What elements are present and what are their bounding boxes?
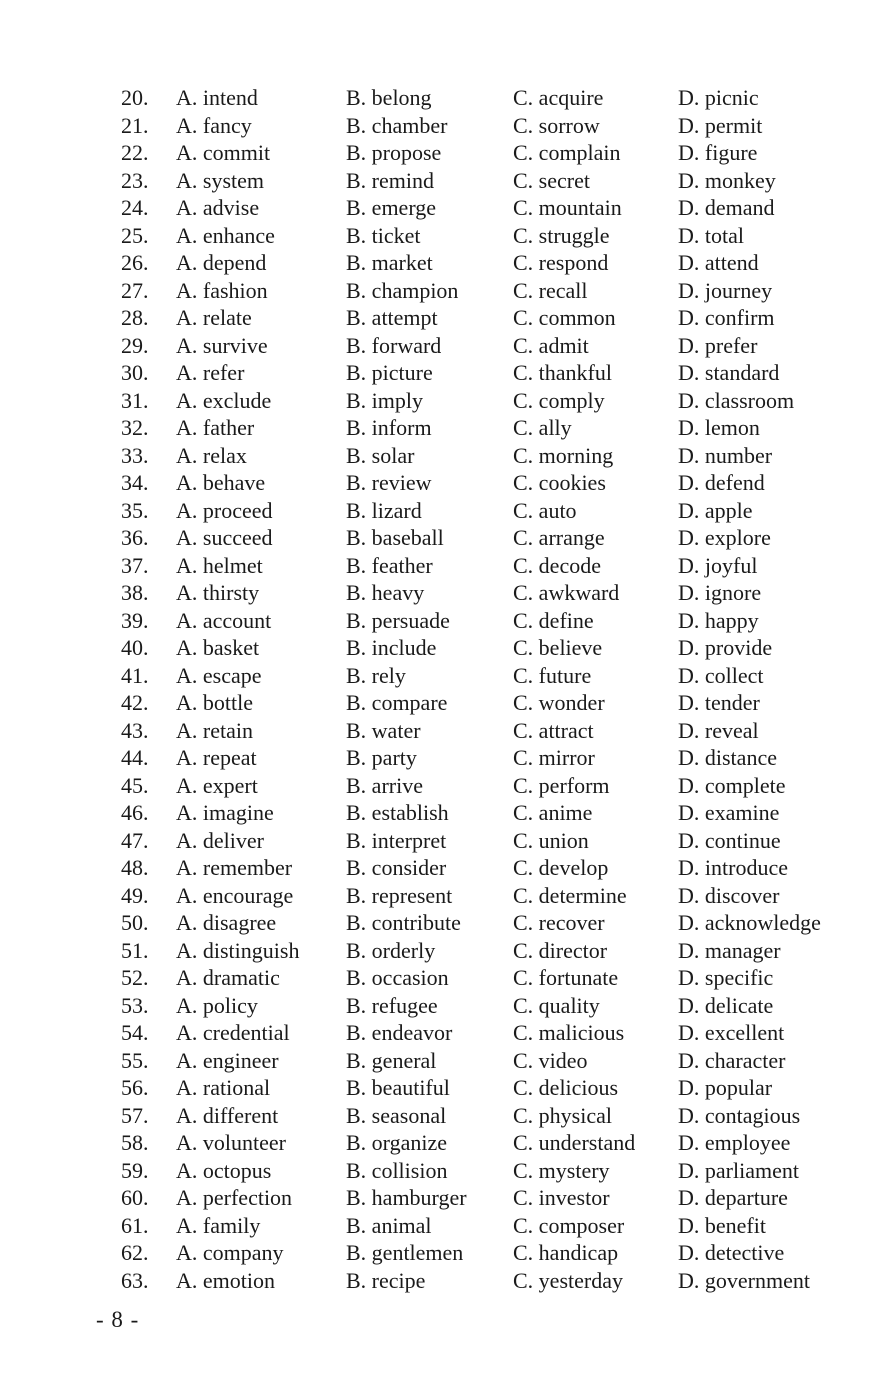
option-a: A. father: [176, 415, 255, 440]
option-b: B. gentlemen: [346, 1240, 464, 1265]
question-number: 26.: [121, 250, 149, 275]
option-d: D. lemon: [678, 415, 760, 440]
option-a: A. repeat: [176, 745, 257, 770]
option-c: C. mirror: [513, 745, 595, 770]
option-b: B. feather: [346, 552, 433, 578]
option-b: B. compare: [346, 690, 448, 715]
option-d: D. confirm: [678, 305, 775, 330]
question-row: [0, 249, 884, 277]
question-number: 27.: [121, 277, 149, 303]
option-b: B. organize: [346, 1130, 448, 1155]
option-c: C. common: [513, 305, 616, 330]
option-d: D. apple: [678, 497, 753, 523]
option-d: D. happy: [678, 607, 759, 633]
option-d: D. excellent: [678, 1020, 785, 1045]
option-a: A. distinguish: [176, 937, 300, 963]
question-row: [0, 222, 884, 250]
option-c: C. cookies: [513, 470, 606, 495]
option-d: D. distance: [678, 745, 777, 770]
question-row: [0, 827, 884, 855]
option-d: D. total: [678, 222, 744, 248]
question-row: [0, 1074, 884, 1102]
option-c: C. arrange: [513, 525, 605, 550]
question-number: 25.: [121, 222, 149, 248]
option-a: A. relax: [176, 442, 247, 468]
question-number: 55.: [121, 1047, 149, 1073]
option-b: B. interpret: [346, 827, 447, 853]
option-d: D. continue: [678, 827, 781, 853]
question-row: [0, 387, 884, 415]
question-number: 57.: [121, 1102, 149, 1128]
option-a: A. refer: [176, 360, 245, 385]
option-b: B. hamburger: [346, 1185, 467, 1210]
option-c: C. admit: [513, 332, 589, 358]
option-d: D. prefer: [678, 332, 758, 358]
option-d: D. reveal: [678, 717, 759, 743]
option-a: A. exclude: [176, 387, 272, 413]
option-a: A. fashion: [176, 277, 268, 303]
option-c: C. comply: [513, 387, 605, 413]
option-b: B. picture: [346, 360, 433, 385]
question-number: 43.: [121, 717, 149, 743]
question-number: 50.: [121, 910, 149, 935]
option-b: B. emerge: [346, 195, 437, 220]
option-c: C. recall: [513, 277, 588, 303]
option-b: B. occasion: [346, 965, 449, 990]
option-d: D. classroom: [678, 387, 795, 413]
question-number: 40.: [121, 635, 149, 660]
option-d: D. detective: [678, 1240, 785, 1265]
option-a: A. perfection: [176, 1185, 293, 1210]
option-c: C. recover: [513, 910, 605, 935]
question-number: 39.: [121, 607, 149, 633]
question-row: [0, 1019, 884, 1047]
option-c: C. anime: [513, 800, 593, 825]
question-number: 38.: [121, 580, 149, 605]
option-d: D. delicate: [678, 992, 774, 1018]
question-row: [0, 552, 884, 580]
option-b: B. champion: [346, 277, 459, 303]
option-c: C. malicious: [513, 1020, 625, 1045]
option-c: C. handicap: [513, 1240, 619, 1265]
question-number: 41.: [121, 662, 149, 688]
option-c: C. auto: [513, 497, 577, 523]
option-b: B. animal: [346, 1212, 432, 1238]
option-d: D. tender: [678, 690, 760, 715]
page-number: - 8 -: [96, 1307, 140, 1332]
option-c: C. physical: [513, 1102, 612, 1128]
question-number: 31.: [121, 387, 149, 413]
option-b: B. solar: [346, 442, 415, 468]
option-d: D. complete: [678, 772, 786, 798]
question-number: 63.: [121, 1267, 149, 1293]
option-c: C. quality: [513, 992, 600, 1018]
option-c: C. respond: [513, 250, 609, 275]
question-row: [0, 964, 884, 992]
option-a: A. intend: [176, 85, 258, 110]
question-number: 45.: [121, 772, 149, 798]
question-number: 24.: [121, 195, 149, 220]
question-number: 32.: [121, 415, 149, 440]
option-d: D. collect: [678, 662, 764, 688]
option-c: C. determine: [513, 882, 627, 908]
question-number: 47.: [121, 827, 149, 853]
option-a: A. escape: [176, 662, 262, 688]
option-b: B. include: [346, 635, 437, 660]
option-d: D. attend: [678, 250, 759, 275]
question-row: [0, 332, 884, 360]
question-row: [0, 909, 884, 937]
option-b: B. contribute: [346, 910, 461, 935]
question-row: [0, 1129, 884, 1157]
option-a: A. imagine: [176, 800, 274, 825]
option-b: B. propose: [346, 140, 442, 165]
option-c: C. composer: [513, 1212, 625, 1238]
question-row: [0, 442, 884, 470]
question-row: [0, 882, 884, 910]
option-d: D. demand: [678, 195, 775, 220]
option-b: B. inform: [346, 415, 432, 440]
question-number: 29.: [121, 332, 149, 358]
option-d: D. joyful: [678, 552, 758, 578]
option-b: B. forward: [346, 332, 442, 358]
question-number: 22.: [121, 140, 149, 165]
option-b: B. attempt: [346, 305, 438, 330]
option-c: C. secret: [513, 167, 590, 193]
question-number: 28.: [121, 305, 149, 330]
option-b: B. orderly: [346, 937, 436, 963]
option-b: B. persuade: [346, 607, 450, 633]
question-number: 23.: [121, 167, 149, 193]
question-number: 35.: [121, 497, 149, 523]
option-a: A. behave: [176, 470, 266, 495]
question-number: 51.: [121, 937, 149, 963]
option-a: A. engineer: [176, 1047, 279, 1073]
option-c: C. struggle: [513, 222, 610, 248]
question-row: [0, 1239, 884, 1267]
option-d: D. government: [678, 1267, 810, 1293]
option-d: D. specific: [678, 965, 774, 990]
question-row: [0, 1267, 884, 1295]
option-c: C. morning: [513, 442, 614, 468]
option-a: A. advise: [176, 195, 260, 220]
question-number: 49.: [121, 882, 149, 908]
option-a: A. family: [176, 1212, 261, 1238]
option-a: A. credential: [176, 1020, 290, 1045]
option-d: D. ignore: [678, 580, 762, 605]
question-number: 46.: [121, 800, 149, 825]
question-number: 42.: [121, 690, 149, 715]
option-a: A. survive: [176, 332, 268, 358]
option-d: D. examine: [678, 800, 780, 825]
option-c: C. delicious: [513, 1075, 619, 1100]
option-c: C. yesterday: [513, 1267, 623, 1293]
option-b: B. arrive: [346, 772, 423, 798]
question-row: [0, 992, 884, 1020]
option-c: C. mountain: [513, 195, 622, 220]
option-a: A. octopus: [176, 1157, 272, 1183]
option-b: B. imply: [346, 387, 424, 413]
option-a: A. relate: [176, 305, 252, 330]
option-d: D. permit: [678, 112, 763, 138]
option-b: B. general: [346, 1047, 437, 1073]
question-row: [0, 304, 884, 332]
question-row: [0, 414, 884, 442]
option-a: A. proceed: [176, 497, 273, 523]
option-b: B. establish: [346, 800, 449, 825]
option-a: A. commit: [176, 140, 271, 165]
option-b: B. remind: [346, 167, 434, 193]
question-number: 62.: [121, 1240, 149, 1265]
option-a: A. retain: [176, 717, 253, 743]
option-c: C. acquire: [513, 85, 604, 110]
question-row: [0, 937, 884, 965]
option-d: D. discover: [678, 882, 780, 908]
option-a: A. system: [176, 167, 264, 193]
option-c: C. attract: [513, 717, 594, 743]
option-d: D. contagious: [678, 1102, 801, 1128]
question-number: 59.: [121, 1157, 149, 1183]
question-row: [0, 469, 884, 497]
option-b: B. recipe: [346, 1267, 426, 1293]
option-a: A. encourage: [176, 882, 294, 908]
option-a: A. disagree: [176, 910, 277, 935]
option-a: A. succeed: [176, 525, 273, 550]
question-row: [0, 497, 884, 525]
option-a: A. different: [176, 1102, 279, 1128]
option-c: C. perform: [513, 772, 610, 798]
option-b: B. chamber: [346, 112, 448, 138]
option-b: B. ticket: [346, 222, 421, 248]
option-b: B. review: [346, 470, 432, 495]
option-c: C. ally: [513, 415, 572, 440]
option-d: D. number: [678, 442, 773, 468]
option-b: B. lizard: [346, 497, 422, 523]
option-d: D. figure: [678, 140, 758, 165]
option-c: C. believe: [513, 635, 603, 660]
option-b: B. represent: [346, 882, 453, 908]
option-d: D. departure: [678, 1185, 788, 1210]
option-c: C. awkward: [513, 580, 620, 605]
question-number: 20.: [121, 85, 149, 110]
option-b: B. baseball: [346, 525, 444, 550]
option-b: B. water: [346, 717, 421, 743]
option-a: A. volunteer: [176, 1130, 286, 1155]
option-d: D. character: [678, 1047, 786, 1073]
option-b: B. heavy: [346, 580, 425, 605]
option-a: A. enhance: [176, 222, 275, 248]
question-number: 60.: [121, 1185, 149, 1210]
question-number: 52.: [121, 965, 149, 990]
option-a: A. depend: [176, 250, 267, 275]
question-row: [0, 662, 884, 690]
option-a: A. bottle: [176, 690, 253, 715]
option-c: C. complain: [513, 140, 621, 165]
question-number: 54.: [121, 1020, 149, 1045]
question-row: [0, 799, 884, 827]
option-d: D. manager: [678, 937, 781, 963]
question-row: [0, 854, 884, 882]
question-row: [0, 772, 884, 800]
option-b: B. collision: [346, 1157, 448, 1183]
question-number: 33.: [121, 442, 149, 468]
option-a: A. expert: [176, 772, 258, 798]
option-a: A. remember: [176, 855, 293, 880]
option-c: C. thankful: [513, 360, 612, 385]
option-a: A. rational: [176, 1075, 271, 1100]
option-b: B. belong: [346, 85, 432, 110]
option-a: A. helmet: [176, 552, 263, 578]
question-row: [0, 194, 884, 222]
option-d: D. benefit: [678, 1212, 766, 1238]
option-a: A. fancy: [176, 112, 252, 138]
question-row: [0, 167, 884, 195]
option-d: D. acknowledge: [678, 910, 821, 935]
question-row: [0, 1047, 884, 1075]
option-c: C. decode: [513, 552, 601, 578]
question-number: 37.: [121, 552, 149, 578]
question-number: 48.: [121, 855, 149, 880]
option-a: A. emotion: [176, 1267, 275, 1293]
question-row: [0, 524, 884, 552]
option-c: C. understand: [513, 1130, 636, 1155]
question-row: [0, 689, 884, 717]
option-a: A. policy: [176, 992, 258, 1018]
question-row: [0, 1157, 884, 1185]
question-row: [0, 277, 884, 305]
option-a: A. company: [176, 1240, 284, 1265]
option-c: C. sorrow: [513, 112, 600, 138]
option-d: D. employee: [678, 1130, 791, 1155]
option-c: C. future: [513, 662, 592, 688]
question-number: 30.: [121, 360, 149, 385]
option-b: B. rely: [346, 662, 406, 688]
question-row: [0, 717, 884, 745]
option-d: D. monkey: [678, 167, 776, 193]
option-a: A. thirsty: [176, 580, 260, 605]
question-row: [0, 139, 884, 167]
option-d: D. provide: [678, 635, 773, 660]
option-c: C. mystery: [513, 1157, 610, 1183]
option-a: A. account: [176, 607, 272, 633]
option-d: D. introduce: [678, 855, 788, 880]
option-c: C. investor: [513, 1185, 610, 1210]
option-c: C. fortunate: [513, 965, 619, 990]
question-row: [0, 607, 884, 635]
question-row: [0, 112, 884, 140]
question-number: 21.: [121, 112, 149, 138]
option-b: B. refugee: [346, 992, 438, 1018]
question-row: [0, 1184, 884, 1212]
option-d: D. popular: [678, 1075, 773, 1100]
option-c: C. video: [513, 1047, 588, 1073]
option-d: D. parliament: [678, 1157, 799, 1183]
question-list: [0, 84, 884, 1294]
option-c: C. director: [513, 937, 608, 963]
question-number: 56.: [121, 1075, 149, 1100]
question-number: 36.: [121, 525, 149, 550]
option-c: C. union: [513, 827, 589, 853]
question-row: [0, 634, 884, 662]
question-number: 44.: [121, 745, 149, 770]
question-row: [0, 84, 884, 112]
option-d: D. defend: [678, 470, 765, 495]
question-number: 61.: [121, 1212, 149, 1238]
question-row: [0, 1102, 884, 1130]
option-d: D. picnic: [678, 85, 759, 110]
option-b: B. consider: [346, 855, 447, 880]
option-a: A. deliver: [176, 827, 264, 853]
option-c: C. develop: [513, 855, 609, 880]
option-b: B. party: [346, 745, 417, 770]
option-b: B. seasonal: [346, 1102, 447, 1128]
question-number: 53.: [121, 992, 149, 1018]
question-row: [0, 1212, 884, 1240]
question-number: 34.: [121, 470, 149, 495]
option-c: C. define: [513, 607, 594, 633]
option-c: C. wonder: [513, 690, 605, 715]
question-number: 58.: [121, 1130, 149, 1155]
option-b: B. beautiful: [346, 1075, 450, 1100]
option-a: A. dramatic: [176, 965, 280, 990]
question-row: [0, 579, 884, 607]
option-d: D. standard: [678, 360, 780, 385]
option-b: B. endeavor: [346, 1020, 453, 1045]
question-row: [0, 744, 884, 772]
option-d: D. journey: [678, 277, 773, 303]
option-b: B. market: [346, 250, 433, 275]
option-a: A. basket: [176, 635, 260, 660]
option-d: D. explore: [678, 525, 771, 550]
question-row: [0, 359, 884, 387]
